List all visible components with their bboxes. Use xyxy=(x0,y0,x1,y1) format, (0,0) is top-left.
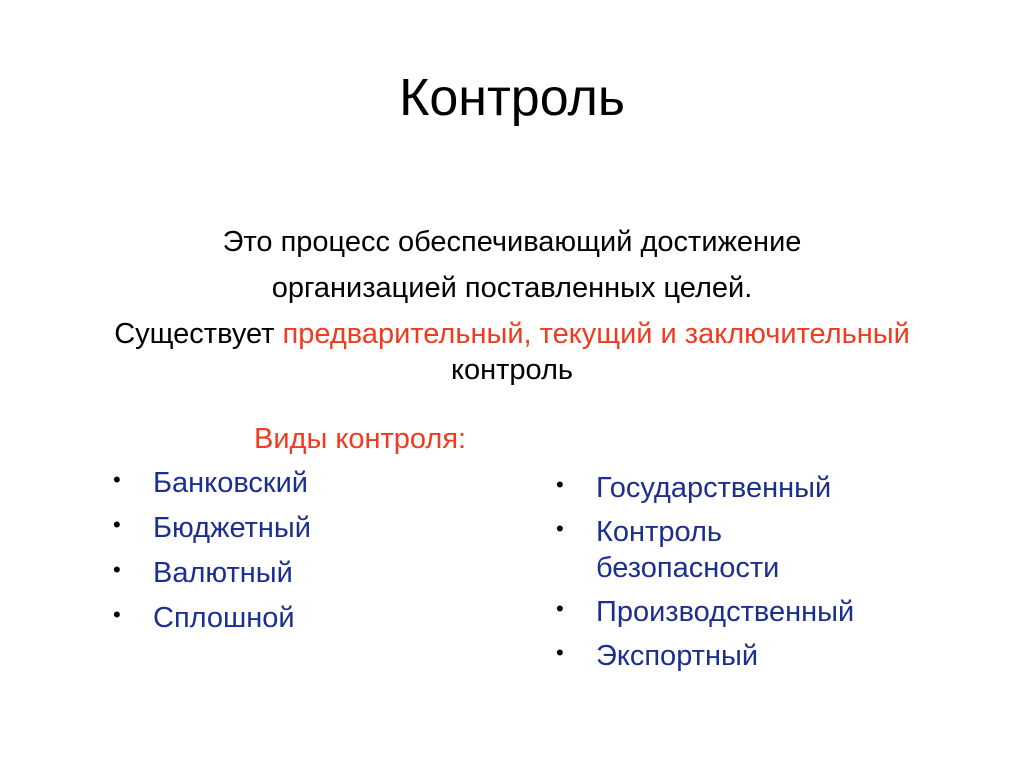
bullet-icon: • xyxy=(556,640,564,665)
bullet-icon: • xyxy=(113,512,121,537)
list-item xyxy=(113,600,311,645)
intro-line-4: контроль xyxy=(450,354,574,386)
bullet-icon: • xyxy=(113,557,121,582)
control-stages-highlight: предварительный, текущий и заключительный xyxy=(282,318,910,350)
list-item xyxy=(113,510,311,555)
list-item-label: Контроль xyxy=(596,516,722,548)
bullet-icon: • xyxy=(556,516,564,541)
bullet-icon: • xyxy=(556,596,564,621)
bullet-icon: • xyxy=(556,472,564,497)
list-item-label-continued: безопасности xyxy=(596,552,780,584)
list-item-label: Экспортный xyxy=(596,640,759,672)
intro-line-1: Это процесс обеспечивающий достижение xyxy=(222,226,802,258)
list-item-label: Банковский xyxy=(153,467,308,499)
control-types-heading: Виды контроля: xyxy=(254,423,467,455)
list-item xyxy=(113,555,311,600)
control-types-list-left xyxy=(113,465,311,645)
list-item xyxy=(556,594,854,630)
bullet-icon: • xyxy=(113,467,121,492)
intro-line-3-prefix: Существует xyxy=(114,318,283,350)
list-item-label: Валютный xyxy=(153,557,293,589)
list-item-label: Производственный xyxy=(596,596,855,628)
intro-line-2: организацией поставленных целей. xyxy=(271,272,753,304)
bullet-icon: • xyxy=(113,602,121,627)
list-item xyxy=(556,514,854,586)
list-item-label: Государственный xyxy=(596,472,832,504)
intro-paragraph xyxy=(0,224,1024,388)
list-item xyxy=(556,638,854,674)
slide-title: Контроль xyxy=(399,69,625,127)
list-item xyxy=(113,465,311,510)
list-item-label: Сплошной xyxy=(153,602,295,634)
list-item-label: Бюджетный xyxy=(153,512,311,544)
intro-line-3 xyxy=(0,316,1024,352)
control-types-list-right xyxy=(556,470,854,682)
list-item xyxy=(556,470,854,506)
